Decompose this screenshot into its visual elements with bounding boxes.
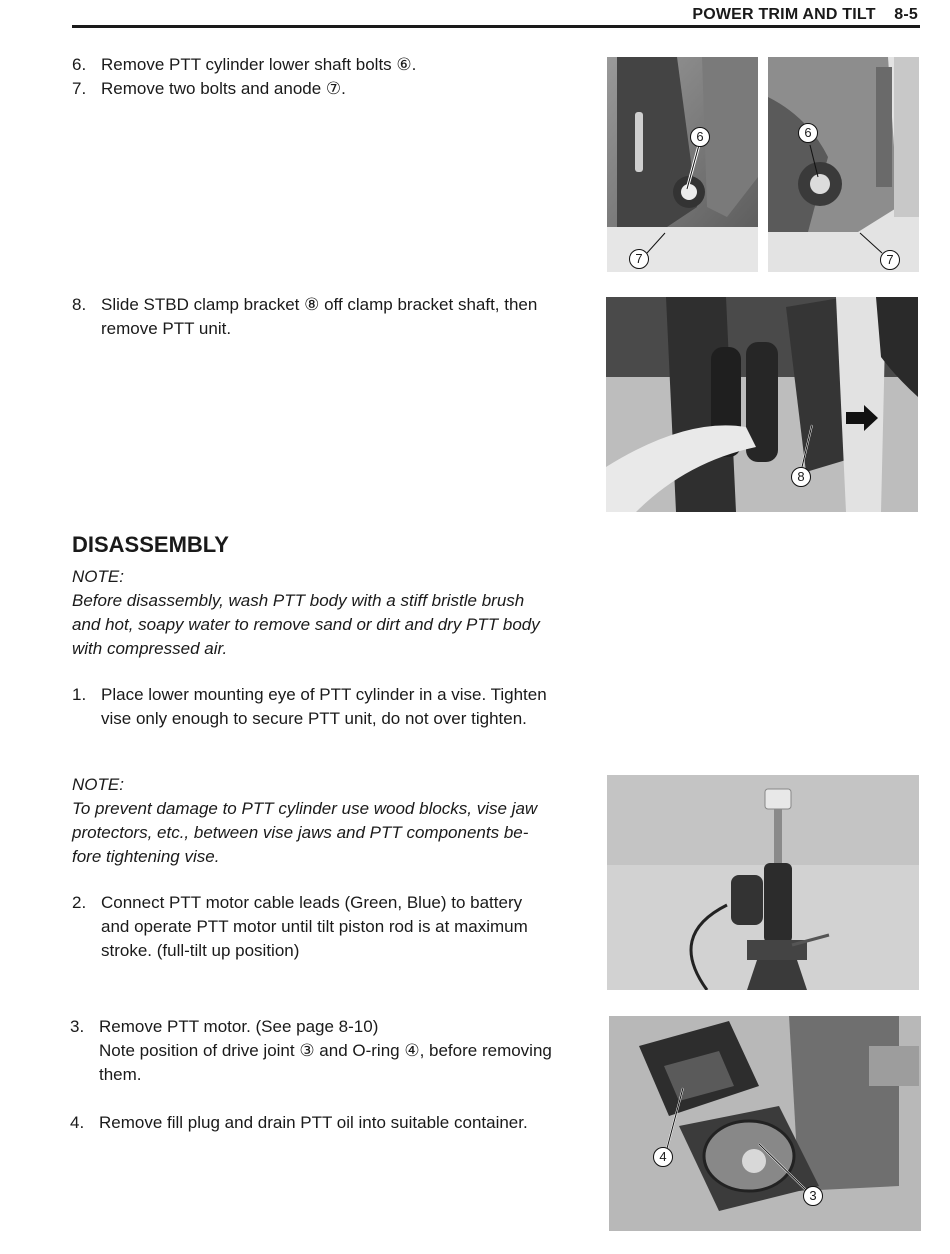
callout-6: 6 <box>690 127 710 147</box>
note-line: To prevent damage to PTT cylinder use wood blocks, vise jaw <box>72 799 538 818</box>
note-line: protectors, etc., between vise jaws and PTT components be- <box>72 823 529 842</box>
step-2 <box>72 891 592 963</box>
step-text-line: Note position of drive joint ③ and O-ring ④, before removing <box>99 1041 552 1060</box>
step-number: 7. <box>72 79 87 98</box>
step-number: 3. <box>70 1017 85 1036</box>
page-header-title: POWER TRIM AND TILT 8-5 <box>692 6 918 23</box>
step-number: 4. <box>70 1113 85 1132</box>
step-8 <box>72 293 592 341</box>
callout-4: 4 <box>653 1147 673 1167</box>
step-text-line: them. <box>99 1065 142 1084</box>
step-text-line: vise only enough to secure PTT unit, do not over tighten. <box>101 709 527 728</box>
step-text-line: remove PTT unit. <box>101 319 232 338</box>
note-line: Before disassembly, wash PTT body with a stiff bristle brush <box>72 591 525 610</box>
step-text-line: stroke. (full-tilt up position) <box>101 941 300 960</box>
step-text-line: Connect PTT motor cable leads (Green, Blue) to battery <box>101 893 523 912</box>
note-line: and hot, soapy water to remove sand or dirt and dry PTT body <box>72 615 540 634</box>
header-rule <box>72 25 920 28</box>
photo-shaft-bolts-right <box>768 57 919 272</box>
callout-3: 3 <box>803 1186 823 1206</box>
step-3 <box>70 1015 590 1087</box>
step-text: Remove two bolts and anode ⑦. <box>101 79 346 98</box>
callout-8: 8 <box>791 467 811 487</box>
step-text-line: Slide STBD clamp bracket ⑧ off clamp bracket shaft, then <box>101 295 538 314</box>
step-number: 6. <box>72 55 87 74</box>
callout-7: 7 <box>880 250 900 270</box>
step-text: Remove PTT cylinder lower shaft bolts ⑥. <box>101 55 417 74</box>
step-4 <box>70 1111 590 1135</box>
note-label: NOTE: <box>72 775 124 794</box>
step-1 <box>72 683 592 731</box>
step-text-line: Place lower mounting eye of PTT cylinder in a vise. Tighten <box>101 685 547 704</box>
callout-7: 7 <box>629 249 649 269</box>
note-line: fore tightening vise. <box>72 847 220 866</box>
step-7 <box>72 77 592 101</box>
photo-shaft-bolts-left <box>607 57 758 272</box>
step-number: 8. <box>72 295 87 314</box>
photo-ptt-motor-removed <box>609 1016 921 1231</box>
photo-ptt-in-vise <box>607 775 919 990</box>
step-text-line: Remove PTT motor. (See page 8-10) <box>99 1017 379 1036</box>
step-text-line: and operate PTT motor until tilt piston rod is at maximum <box>101 917 528 936</box>
section-heading: DISASSEMBLY <box>72 532 229 557</box>
note-label: NOTE: <box>72 567 124 586</box>
step-number: 2. <box>72 893 87 912</box>
step-text: Remove fill plug and drain PTT oil into suitable container. <box>99 1113 528 1132</box>
note-line: with compressed air. <box>72 639 228 658</box>
callout-6: 6 <box>798 123 818 143</box>
photo-remove-ptt-unit <box>606 297 918 512</box>
step-number: 1. <box>72 685 87 704</box>
step-6 <box>72 53 592 77</box>
